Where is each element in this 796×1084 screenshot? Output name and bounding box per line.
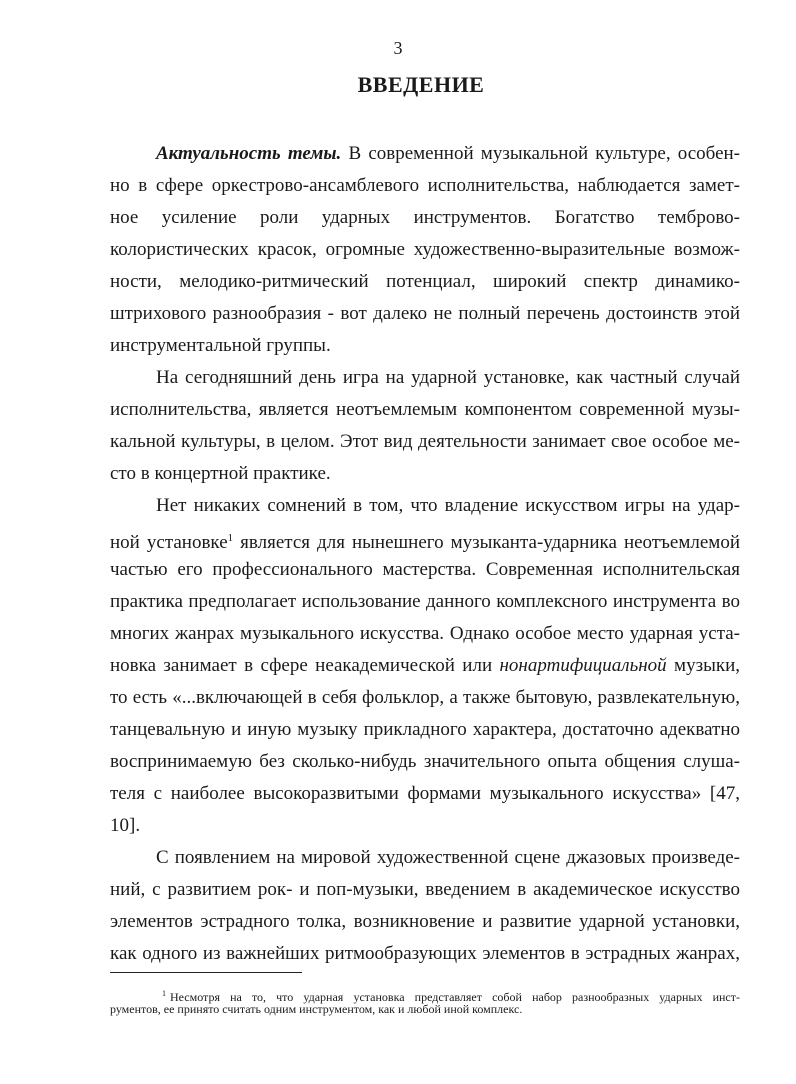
paragraph-3-line-2: ной установке$^1$ является для нынешнего музыканта-ударника неотъемлемой (110, 532, 740, 553)
paragraph-3-line-5: многих жанрах музыкального искусства. Однако особое место ударная уста- (110, 623, 740, 644)
paragraph-4-line-1: С появлением на мировой художественной сцене джазовых произведе- (156, 847, 740, 868)
paragraph-3-line-6: новка занимает в сфере неакадемической или нонартифициальной музыки, (110, 655, 740, 676)
paragraph-2-line-3: кальной культуры, в целом. Этот вид деятельности занимает свое особое ме- (110, 431, 740, 452)
footnote-line-1: $^1$ Несмотря на то, что ударная установка представляет собой набор разнообразных ударных инст- (162, 989, 740, 1004)
paragraph-2-line-4: сто в концертной практике. (110, 463, 331, 484)
paragraph-3-line-11: 10]. (110, 815, 141, 836)
paragraph-3-line-10: теля с наиболее высокоразвитыми формами музыкального искусства» [47, (110, 783, 740, 804)
paragraph-1-line-5: ности, мелодико-ритмический потенциал, широкий спектр динамико- (110, 271, 740, 292)
footnote-line-2: рументов, ее принято считать одним инструментом, как и любой иной комплекс. (110, 1002, 523, 1016)
paragraph-1-line-7: инструментальной группы. (110, 335, 331, 356)
topic-relevance-term: Актуальность темы. (156, 143, 342, 164)
paragraph-3-line-7: то есть «...включающей в себя фольклор, а также бытовую, развлекательную, (110, 687, 740, 708)
paragraph-4-line-2: ний, с развитием рок- и поп-музыки, введением в академическое искусство (110, 879, 740, 900)
paragraph-1-line-6: штрихового разнообразия - вот далеко не полный перечень достоинств этой (110, 303, 740, 324)
paragraph-3-line-1: Нет никаких сомнений в том, что владение искусством игры на удар- (156, 495, 740, 516)
paragraph-3-line-4: практика предполагает использование данного комплексного инструмента во (110, 591, 740, 612)
section-heading: ВВЕДЕНИЕ (357, 72, 485, 97)
footnote-reference[interactable]: 1 (227, 532, 234, 544)
nonartificial-term: нонартифициальной (499, 655, 667, 676)
page-number: 3 (393, 38, 403, 58)
paragraph-3-line-9: воспринимаемую без сколько-нибудь значительного опыта общения слуша- (110, 751, 740, 772)
paragraph-1-line-2: но в сфере оркестрово-ансамблевого исполнительства, наблюдается замет- (110, 175, 740, 196)
paragraph-2-line-2: исполнительства, является неотъемлемым компонентом современной музы- (110, 399, 740, 420)
footnote-separator (110, 972, 302, 973)
paragraph-4-line-4: как одного из важнейших ритмообразующих элементов в эстрадных жанрах, (110, 943, 740, 964)
footnote-mark: 1 (162, 989, 166, 998)
paragraph-3-line-3: частью его профессионального мастерства. Современная исполнительская (110, 559, 740, 580)
paragraph-1-line-1: Актуальность темы. В современной музыкальной культуре, особен- (156, 143, 741, 164)
paragraph-4-line-3: элементов эстрадного толка, возникновение и развитие ударной установки, (110, 911, 740, 932)
paragraph-2-line-1: На сегодняшний день игра на ударной установке, как частный случай (156, 367, 740, 388)
paragraph-3-line-8: танцевальную и иную музыку прикладного характера, достаточно адекватно (110, 719, 740, 740)
paragraph-1-line-4: колористических красок, огромные художественно-выразительные возмож- (110, 239, 740, 260)
paragraph-1-line-3: ное усиление роли ударных инструментов. Богатство темброво- (110, 207, 740, 228)
